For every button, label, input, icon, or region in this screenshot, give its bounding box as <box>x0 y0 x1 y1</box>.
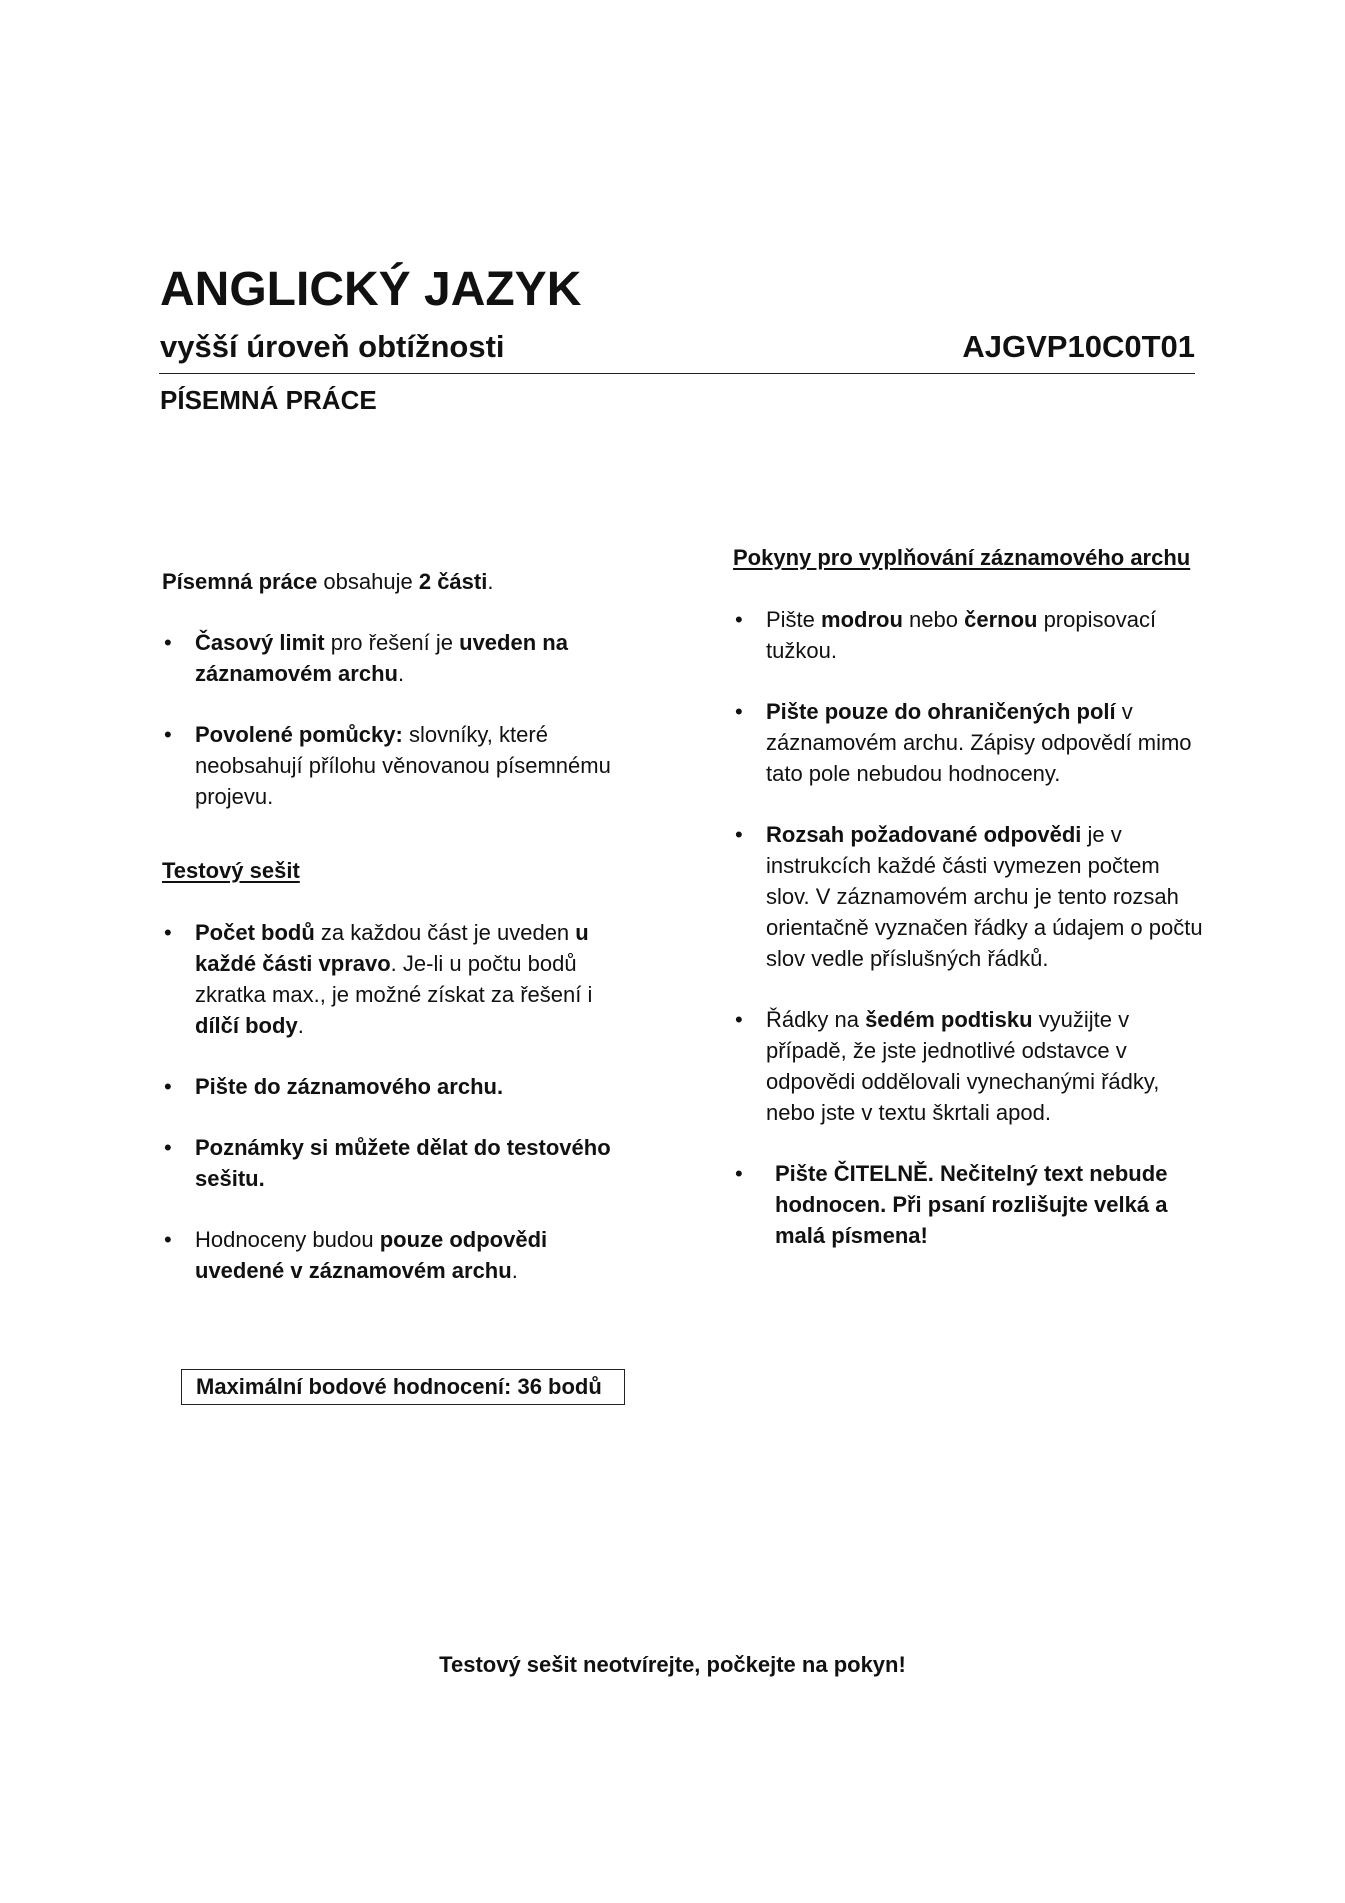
max-score-box: Maximální bodové hodnocení: 36 bodů <box>181 1369 625 1405</box>
exam-level: vyšší úroveň obtížnosti <box>160 329 505 364</box>
booklet-heading: Testový sešit <box>162 858 300 883</box>
bullet-icon: • <box>164 630 172 655</box>
list-item: • Rozsah požadované odpovědi je v instrukcích každé části vymezen počtem slov. V záznamovém archu je tento rozsah orientačně vyznačen řádky a údajem o počtu slov vedle příslušných řádků. <box>733 819 1203 974</box>
footer-note: Testový sešit neotvírejte, počkejte na pokyn! <box>439 1652 906 1677</box>
right-column <box>733 542 1203 1251</box>
list-item: • Pište pouze do ohraničených polí v záznamovém archu. Zápisy odpovědí mimo tato pole nebudou hodnoceny. <box>733 696 1203 789</box>
bullet-icon: • <box>164 1074 172 1099</box>
bullet-icon: • <box>164 1135 172 1160</box>
list-item: • Pište do záznamového archu. <box>162 1071 632 1102</box>
exam-type: PÍSEMNÁ PRÁCE <box>160 385 377 415</box>
answer-sheet-heading: Pokyny pro vyplňování záznamového archu <box>733 545 1191 570</box>
header-divider <box>159 373 1195 374</box>
list-item: • Počet bodů za každou část je uveden u každé části vpravo. Je-li u počtu bodů zkratka max., je možné získat za řešení i dílčí body. <box>162 917 632 1041</box>
list-item: • Pište ČITELNĚ. Nečitelný text nebude hodnocen. Při psaní rozlišujte velká a malá písmena! <box>733 1158 1203 1251</box>
list-item: • Časový limit pro řešení je uveden na záznamovém archu. <box>162 627 632 689</box>
bullet-icon: • <box>735 1007 743 1032</box>
exam-code: AJGVP10C0T01 <box>962 329 1195 364</box>
general-instructions-list <box>162 627 632 812</box>
answer-sheet-instructions-list <box>733 604 1203 1251</box>
bullet-icon: • <box>735 699 743 724</box>
exam-title: ANGLICKÝ JAZYK <box>160 263 582 316</box>
list-item: • Poznámky si můžete dělat do testového sešitu. <box>162 1132 632 1194</box>
intro-text: Písemná práce obsahuje 2 části. <box>162 569 494 594</box>
bullet-icon: • <box>735 822 743 847</box>
booklet-instructions-list <box>162 917 632 1286</box>
list-item: • Hodnoceny budou pouze odpovědi uvedené v záznamovém archu. <box>162 1224 632 1286</box>
list-item: • Řádky na šedém podtisku využijte v případě, že jste jednotlivé odstavce v odpovědi oddělovali vynechanými řádky, nebo jste v textu škrtali apod. <box>733 1004 1203 1128</box>
bullet-icon: • <box>735 1161 743 1186</box>
bullet-icon: • <box>735 607 743 632</box>
bullet-icon: • <box>164 722 172 747</box>
bullet-icon: • <box>164 1227 172 1252</box>
list-item: • Povolené pomůcky: slovníky, které neobsahují přílohu věnovanou písemnému projevu. <box>162 719 632 812</box>
left-column <box>162 566 632 1286</box>
list-item: • Pište modrou nebo černou propisovací tužkou. <box>733 604 1203 666</box>
bullet-icon: • <box>164 920 172 945</box>
